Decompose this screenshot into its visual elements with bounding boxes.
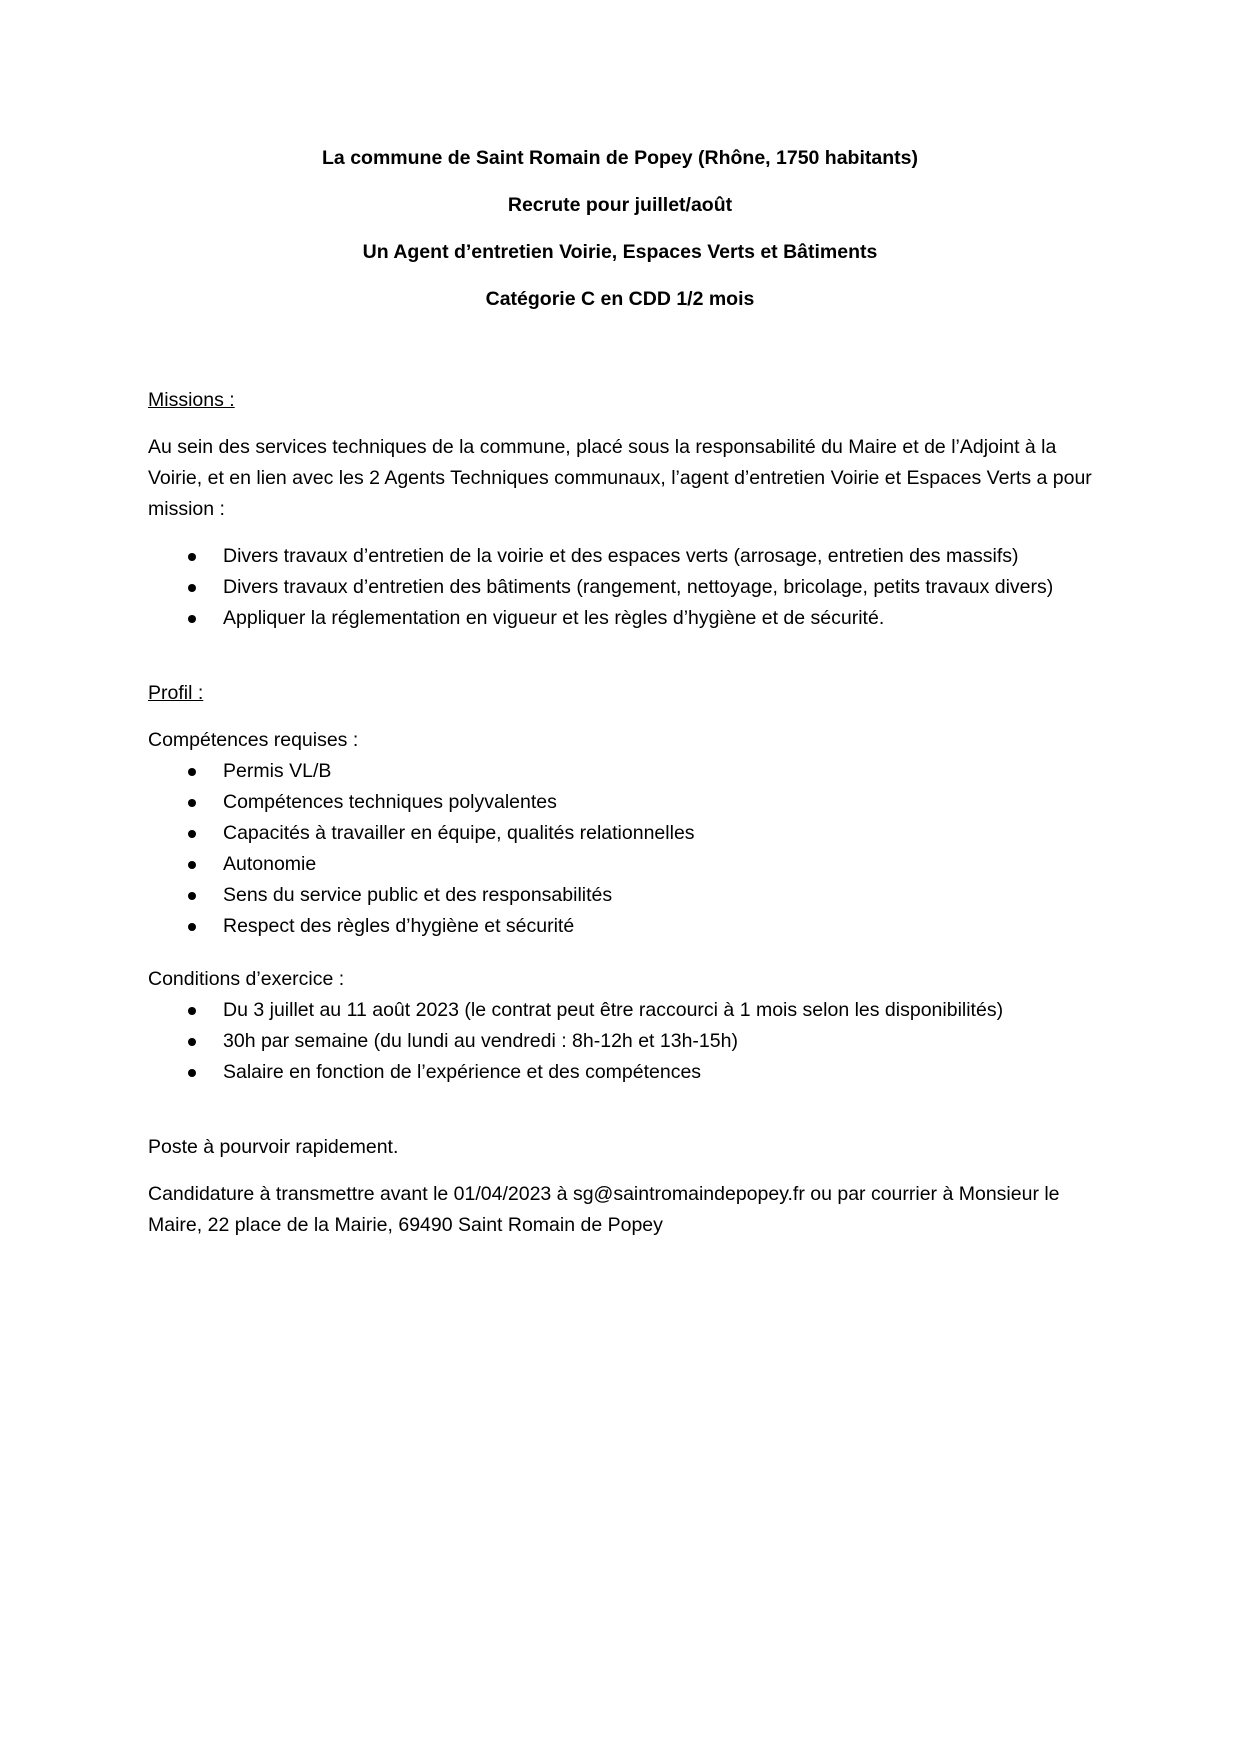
document-body [148,385,1108,1241]
bullet-icon [188,830,196,838]
header-commune: La commune de Saint Romain de Popey (Rhône, 1750 habitants) [322,147,918,169]
poste-note: Poste à pourvoir rapidement. [148,1136,399,1158]
list-item: Sens du service public et des responsabilités [148,880,1108,911]
missions-intro: Au sein des services techniques de la commune, placé sous la responsabilité du Maire et de l’Adjoint à la Voirie, et en lien avec les 2 Agents Techniques communaux, l’agent d’entretien Voirie et Espaces Verts a pour mission : [148,436,1092,520]
bullet-icon [188,615,196,623]
bullet-icon [188,584,196,592]
list-item: Salaire en fonction de l’expérience et des compétences [148,1057,1108,1088]
list-item: Compétences techniques polyvalentes [148,787,1108,818]
list-item: Appliquer la réglementation en vigueur et les règles d’hygiène et de sécurité. [148,603,1108,634]
list-item: Autonomie [148,849,1108,880]
list-item: Capacités à travailler en équipe, qualités relationnelles [148,818,1108,849]
competences-list [148,756,1108,942]
header-recrute: Recrute pour juillet/août [507,194,733,216]
bullet-icon [188,799,196,807]
list-item: Respect des règles d’hygiène et sécurité [148,911,1108,942]
list-item: Divers travaux d’entretien de la voirie et des espaces verts (arrosage, entretien des massifs) [148,541,1108,572]
bullet-icon [188,768,196,776]
list-item: Divers travaux d’entretien des bâtiments (rangement, nettoyage, bricolage, petits travaux divers) [148,572,1108,603]
bullet-icon [188,1069,196,1077]
missions-list [148,541,1108,634]
profil-title: Profil : [148,682,204,704]
list-item: Permis VL/B [148,756,1108,787]
document-header [0,147,1240,335]
competences-label: Compétences requises : [148,729,359,751]
bullet-icon [188,923,196,931]
list-item: 30h par semaine (du lundi au vendredi : 8h-12h et 13h-15h) [148,1026,1108,1057]
bullet-icon [188,553,196,561]
conditions-list [148,995,1108,1088]
list-item: Du 3 juillet au 11 août 2023 (le contrat peut être raccourci à 1 mois selon les disponibilités) [148,995,1108,1026]
header-poste: Un Agent d’entretien Voirie, Espaces Verts et Bâtiments [362,241,878,263]
conditions-label: Conditions d’exercice : [148,968,345,990]
bullet-icon [188,892,196,900]
header-categorie: Catégorie C en CDD 1/2 mois [485,288,755,310]
bullet-icon [188,1007,196,1015]
missions-title: Missions : [148,389,235,411]
bullet-icon [188,861,196,869]
bullet-icon [188,1038,196,1046]
candidature-note: Candidature à transmettre avant le 01/04/2023 à sg@saintromaindepopey.fr ou par courrier à Monsieur le Maire, 22 place de la Mairie, 69490 Saint Romain de Popey [148,1183,1060,1236]
